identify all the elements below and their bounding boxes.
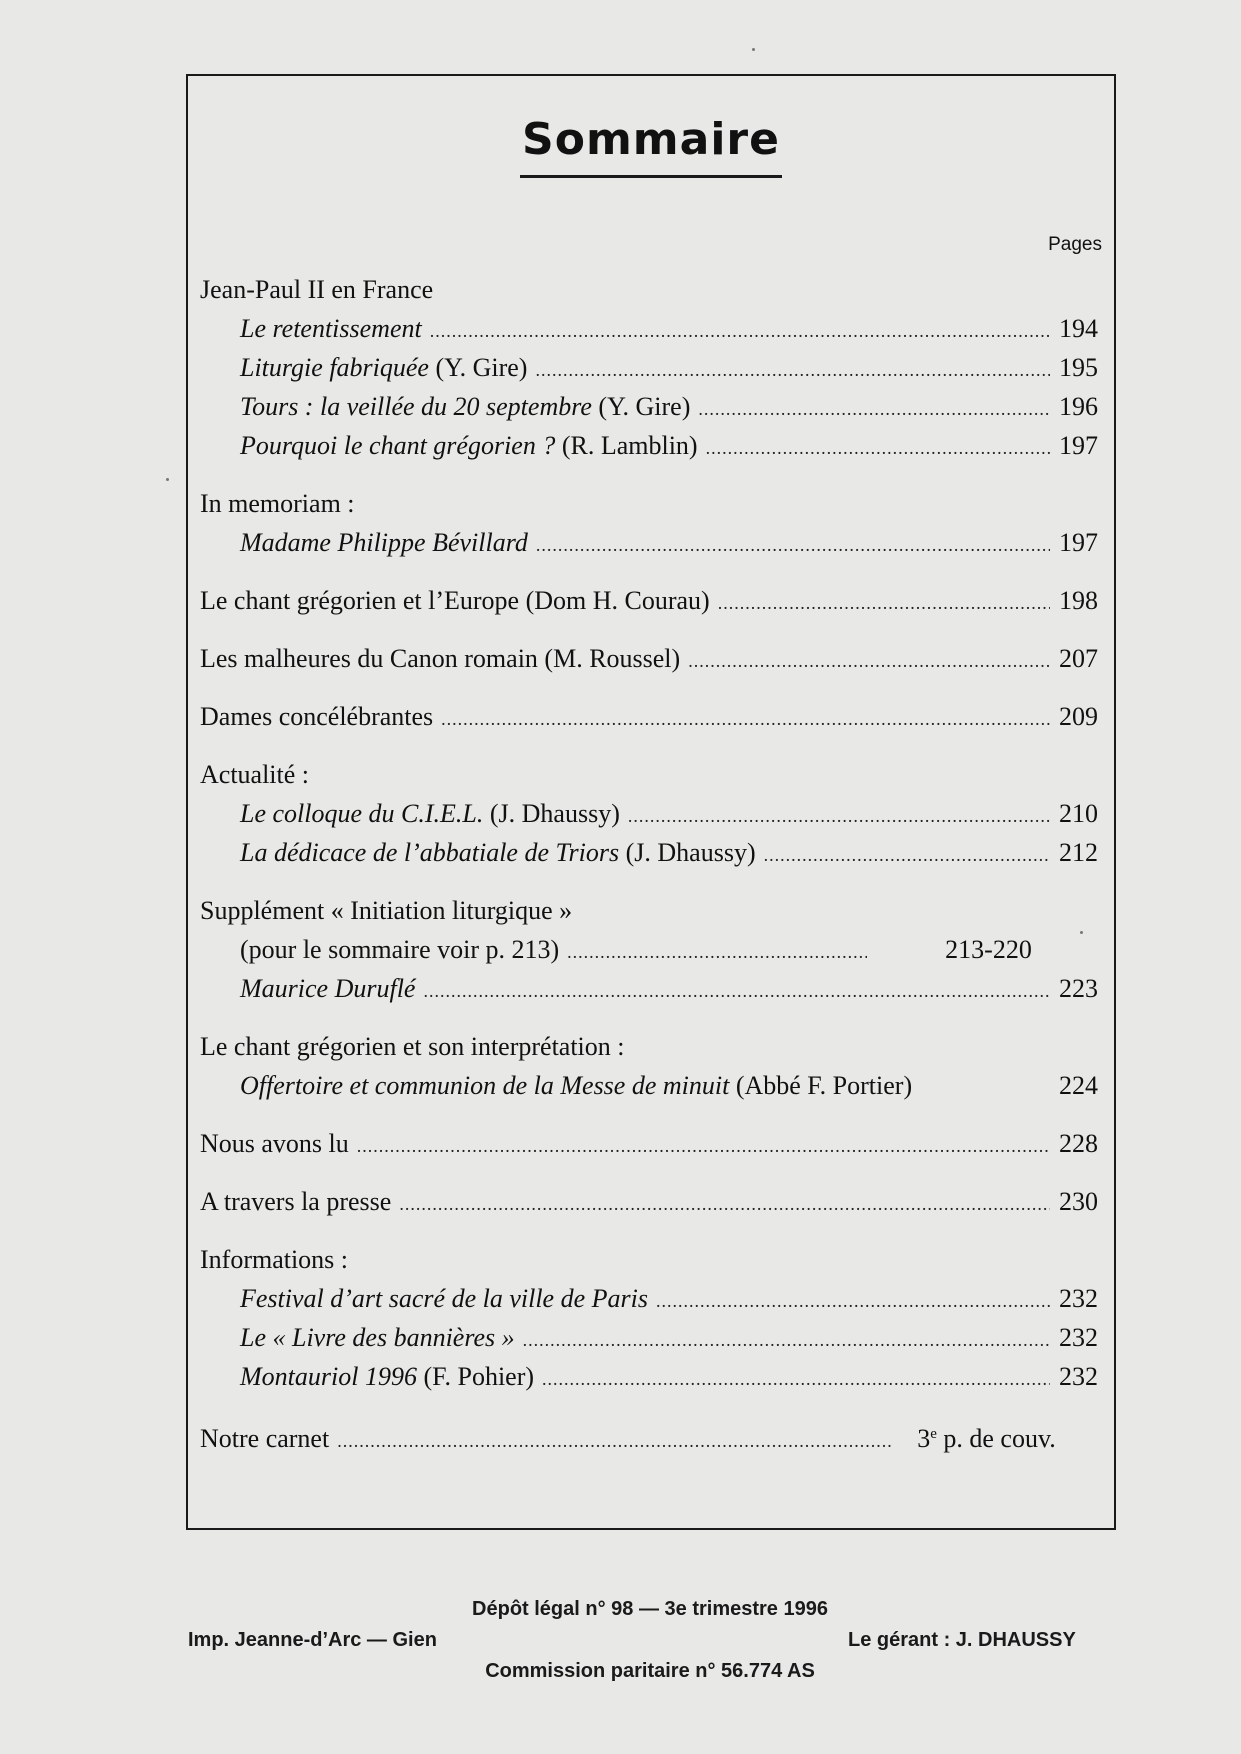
toc-entry-title: Tours : la veillée du 20 septembre (Y. Gire) (240, 392, 691, 421)
dot-leader (399, 1185, 1050, 1224)
toc-entry-page: 3e p. de couv. (917, 1424, 1056, 1453)
dot-leader (337, 1422, 893, 1461)
dot-leader (535, 351, 1050, 390)
paper-speck (166, 478, 169, 481)
toc-entry-page: 230 (1059, 1187, 1098, 1216)
toc-entry (200, 1066, 1098, 1105)
toc-section-heading: Supplément « Initiation liturgique » (200, 896, 573, 925)
toc-entry-title: Liturgie fabriquée (Y. Gire) (240, 353, 528, 382)
toc-entry-page: 232 (1059, 1362, 1098, 1391)
paper-speck (1080, 931, 1083, 934)
paper-speck (752, 48, 755, 51)
toc-entry-title: Festival d’art sacré de la ville de Paris (240, 1284, 648, 1313)
toc-entry (200, 697, 1098, 736)
toc-section-heading: Informations : (200, 1245, 349, 1274)
toc-entry-page: 212 (1059, 838, 1098, 867)
toc-entry (200, 309, 1098, 348)
toc-entry (200, 1279, 1098, 1318)
toc-entry-title: Maurice Duruflé (240, 974, 416, 1003)
dot-leader (628, 797, 1050, 836)
toc-entry-title: Nous avons lu (200, 1129, 349, 1158)
dot-leader (706, 429, 1050, 468)
toc-entry-title: Dames concélébrantes (200, 702, 434, 731)
toc-section-heading: Jean-Paul II en France (200, 275, 434, 304)
toc-entry (200, 1357, 1098, 1396)
toc-entry (200, 348, 1098, 387)
toc-entry-title: Montauriol 1996 (F. Pohier) (240, 1362, 535, 1391)
dot-leader (656, 1282, 1050, 1321)
toc-list (200, 270, 1098, 1454)
toc-entry (200, 930, 1098, 969)
toc-entry-title: (pour le sommaire voir p. 213) (240, 935, 560, 964)
toc-entry-page: 224 (1059, 1071, 1098, 1100)
toc-entry-title: Les malheures du Canon romain (M. Roussel) (200, 644, 681, 673)
toc-entry (200, 1182, 1098, 1221)
toc-entry-page: 194 (1059, 314, 1098, 343)
toc-entry-page: 195 (1059, 353, 1098, 382)
toc-entry-page: 196 (1059, 392, 1098, 421)
toc-entry-title: Offertoire et communion de la Messe de minuit (Abbé F. Portier) (240, 1071, 913, 1100)
toc-entry-title: Le colloque du C.I.E.L. (J. Dhaussy) (240, 799, 620, 828)
legal-deposit: Dépôt légal n° 98 — 3e trimestre 1996 (472, 1598, 828, 1620)
dot-leader (698, 390, 1050, 429)
toc-entry (200, 387, 1098, 426)
dot-leader (542, 1360, 1050, 1399)
toc-entry (200, 833, 1098, 872)
toc-entry-page: 198 (1059, 586, 1098, 615)
toc-section-heading: In memoriam : (200, 489, 355, 518)
toc-entry (200, 581, 1098, 620)
toc-entry-title: Le retentissement (240, 314, 422, 343)
dot-leader (536, 526, 1050, 565)
toc-entry-page: 210 (1059, 799, 1098, 828)
commission-number: Commission paritaire n° 56.774 AS (485, 1660, 815, 1682)
dot-leader (423, 972, 1050, 1011)
dot-leader (523, 1321, 1050, 1360)
toc-section-heading: Le chant grégorien et son interprétation : (200, 1032, 625, 1061)
toc-entry-page: 197 (1059, 431, 1098, 460)
toc-entry-title: Le chant grégorien et l’Europe (Dom H. Courau) (200, 586, 710, 615)
dot-leader (764, 836, 1050, 875)
toc-entry (200, 1318, 1098, 1357)
manager: Le gérant : J. DHAUSSY (848, 1629, 1076, 1651)
dot-leader (688, 642, 1050, 681)
dot-leader (441, 700, 1050, 739)
toc-entry-title: Le « Livre des bannières » (240, 1323, 515, 1352)
toc-entry-title: La dédicace de l’abbatiale de Triors (J. Dhaussy) (240, 838, 756, 867)
toc-entry (200, 794, 1098, 833)
page-title (188, 114, 1114, 178)
toc-entry (200, 426, 1098, 465)
toc-entry-title: Pourquoi le chant grégorien ? (R. Lamblin) (240, 431, 698, 460)
pages-column-label: Pages (1048, 234, 1102, 255)
toc-entry (200, 969, 1098, 1008)
toc-entry (200, 639, 1098, 678)
dot-leader (357, 1127, 1050, 1166)
toc-entry-page: 207 (1059, 644, 1098, 673)
toc-entry-page: 232 (1059, 1284, 1098, 1313)
toc-entry-title: Madame Philippe Bévillard (240, 528, 528, 557)
toc-entry-page: 228 (1059, 1129, 1098, 1158)
toc-entry-title: A travers la presse (200, 1187, 392, 1216)
dot-leader (430, 312, 1050, 351)
toc-entry-page: 232 (1059, 1323, 1098, 1352)
toc-entry (200, 523, 1098, 562)
dot-leader (567, 933, 867, 972)
toc-section-heading: Actualité : (200, 760, 310, 789)
toc-entry-title: Notre carnet (200, 1424, 330, 1453)
toc-entry-page: 197 (1059, 528, 1098, 557)
dot-leader (718, 584, 1050, 623)
toc-entry-page: 213-220 (945, 935, 1032, 964)
printer: Imp. Jeanne-d’Arc — Gien (188, 1629, 437, 1651)
toc-entry (200, 1124, 1098, 1163)
toc-entry-page: 209 (1059, 702, 1098, 731)
title-text: Sommaire (520, 114, 782, 178)
contents-frame (186, 74, 1116, 1530)
toc-entry-page: 223 (1059, 974, 1098, 1003)
toc-entry (200, 1415, 1098, 1454)
